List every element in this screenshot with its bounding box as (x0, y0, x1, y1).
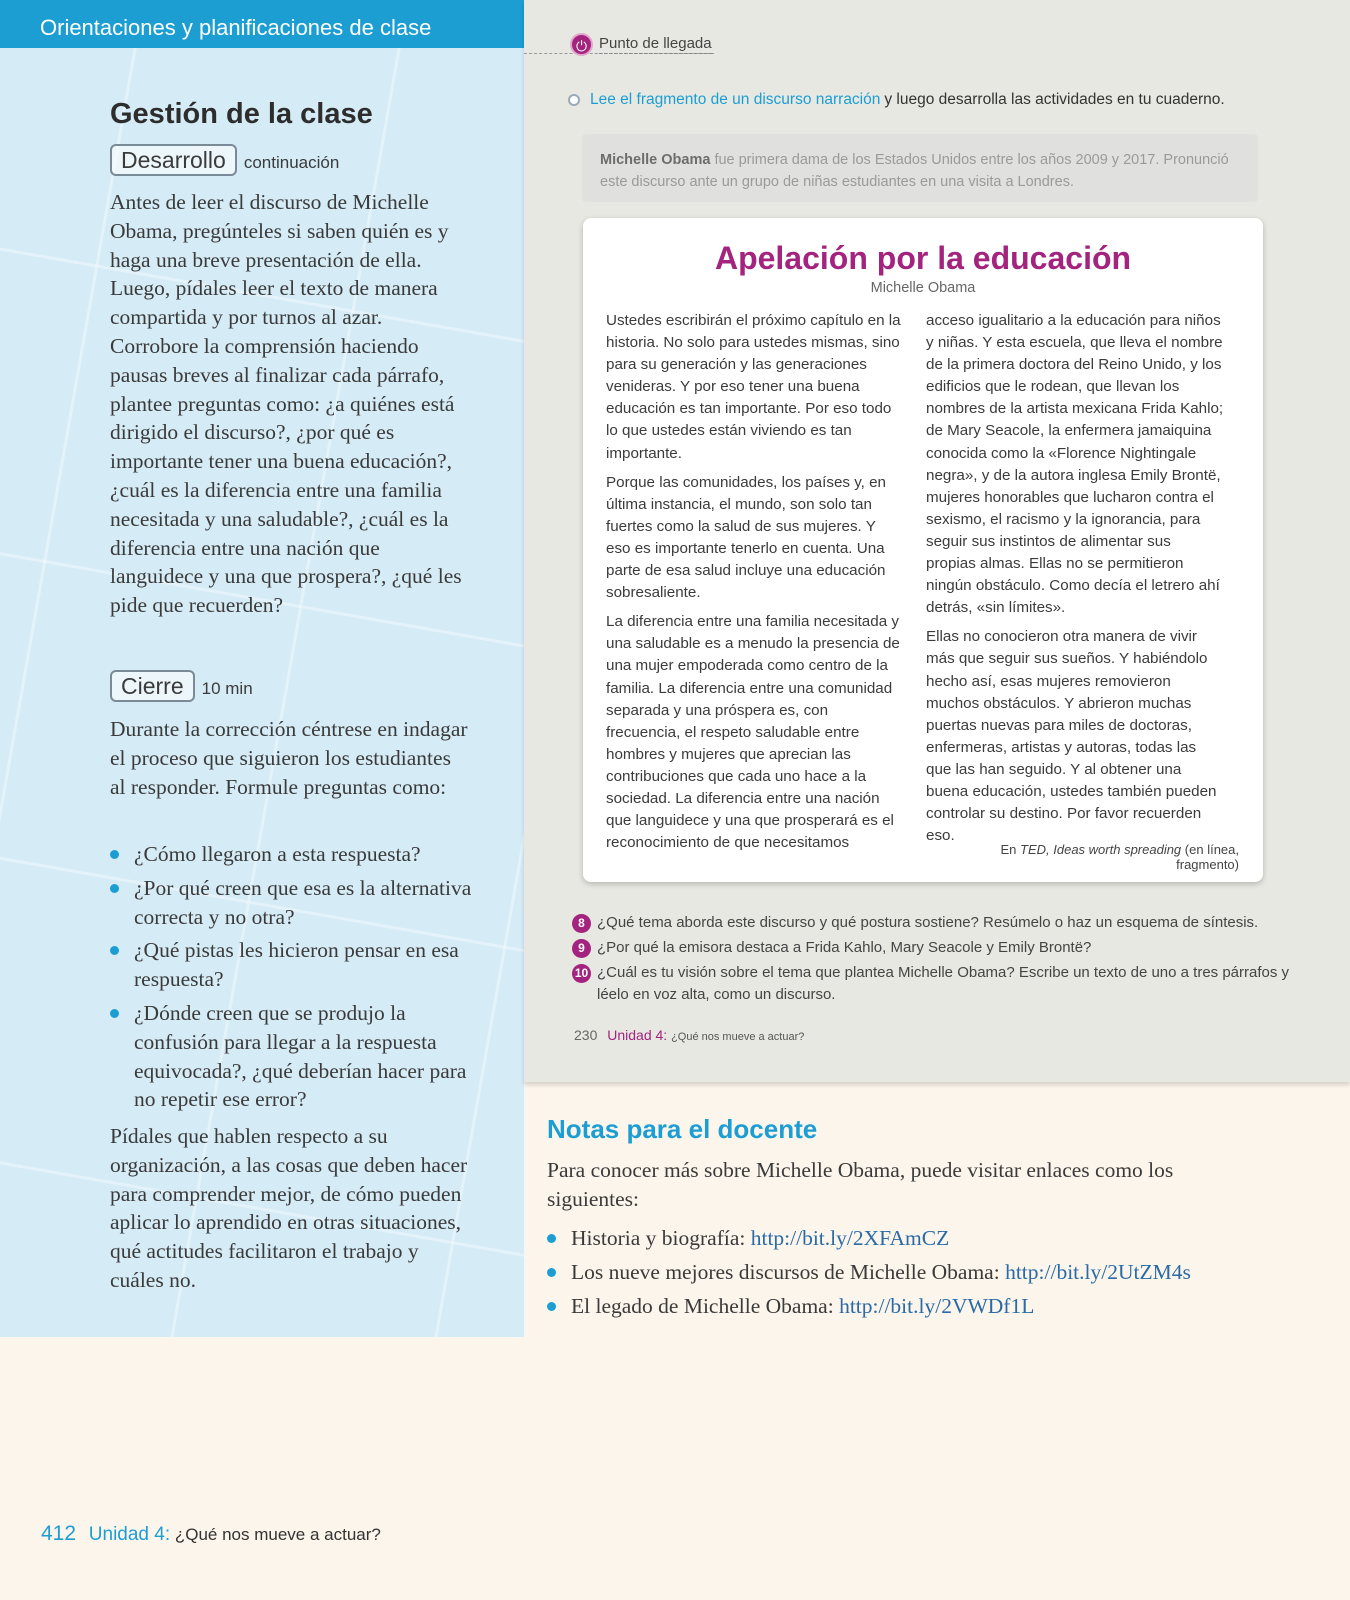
paragraph: Ustedes escribirán el próximo capítulo en la historia. No solo para ustedes mismas, sino para su generación y las generaciones venideras. Y por eso tener una buena educación es tan importante. Por eso todo lo que ustedes están viviendo es tan importante. (606, 312, 901, 462)
question-item: 9 ¿Por qué la emisora destaca a Frida Kahlo, Mary Seacole y Emily Brontë? (572, 937, 1292, 959)
book-unit-title: ¿Qué nos mueve a actuar? (671, 1031, 805, 1043)
bullet-icon (547, 1302, 556, 1311)
question-item: 8 ¿Qué tema aborda este discurso y qué postura sostiene? Resúmelo o haz un esquema de síntesis. (572, 912, 1292, 934)
list-item: Los nueve mejores discursos de Michelle Obama: http://bit.ly/2UtZM4s (547, 1258, 1247, 1287)
speech-column-2 (926, 310, 1224, 854)
speech-author: Michelle Obama (870, 280, 976, 296)
link[interactable]: http://bit.ly/2UtZM4s (1005, 1259, 1191, 1284)
intro-box (582, 134, 1258, 202)
speech-card (583, 218, 1263, 882)
book-page-number: 230 (574, 1027, 598, 1043)
cierre-heading (110, 670, 253, 702)
speech-column-1 (606, 310, 904, 861)
student-book-page (524, 0, 1350, 1082)
llegada-marker (570, 33, 712, 56)
book-unit: Unidad 4: (607, 1027, 668, 1043)
bullet-icon (110, 1009, 119, 1018)
unit-title: ¿Qué nos mueve a actuar? (174, 1525, 381, 1544)
notes-text: Para conocer más sobre Michelle Obama, puede visitar enlaces como los siguientes: (547, 1158, 1174, 1211)
bullet-icon (110, 946, 119, 955)
notes-title: Notas para el docente (547, 1114, 818, 1144)
desarrollo-note: continuación (243, 153, 340, 172)
question-number: 9 (572, 939, 591, 958)
paragraph: acceso igualitario a la educación para niños y niñas. Y esta escuela, que lleva el nombre de la primera doctora del Reino Unido, y los edificios que le rodean, que llevan los nombres de la artista mexicana Frida Kahlo; de Mary Seacole, la enfermera jamaiquina conocida como la «Florence Nightingale negra», y de la autora inglesa Emily Brontë, mujeres honorables que lucharon contra el sexismo, el racismo y la ignorancia, para seguir sus instintos de alimentar sus propias almas. Ellas no se permitieron ningún obstáculo. Como decía el letrero ahí detrás, «sin límites». (926, 312, 1224, 617)
desarrollo-label: Desarrollo (110, 144, 237, 176)
page-number: 412 (41, 1522, 77, 1545)
unit-label: Unidad 4: (88, 1524, 171, 1545)
section-title: Gestión de la clase (110, 98, 373, 130)
question-number: 10 (572, 964, 591, 983)
llegada-label: Punto de llegada (599, 35, 712, 52)
list-item: Historia y biografía: http://bit.ly/2XFAmCZ (547, 1224, 1247, 1253)
list-item: El legado de Michelle Obama: http://bit.ly/2VWDf1L (547, 1292, 1247, 1321)
activity-questions (572, 912, 1292, 1009)
paragraph: Porque las comunidades, los países y, en última instancia, el mundo, son solo tan fuertes como la salud de sus mujeres. Y eso es importante tenerlo en cuenta. Una parte de esa salud incluye una educación sobresaliente. (606, 473, 887, 602)
list-item: ¿Por qué creen que esa es la alternativa correcta y no otra? (110, 874, 480, 932)
cierre-time: 10 min (201, 679, 253, 698)
bullet-icon (547, 1234, 556, 1243)
paragraph: Ellas no conocieron otra manera de vivir más que seguir sus sueños. Y habiéndolo hecho así, esas mujeres removieron muchos obstáculos. Y abrieron muchas puertas nuevas para miles de doctoras, enfermeras, artistas y autoras, todas las que las han seguido. Y al obtener una buena educación, ustedes también pueden controlar su destino. Por favor recuerden eso. (926, 628, 1217, 845)
instruction-text: y luego desarrolla las actividades en tu cuaderno. (884, 91, 1225, 108)
left-panel (0, 0, 524, 1337)
links-list (547, 1224, 1247, 1325)
closing-text: Pídales que hablen respecto a su organización, a las cosas que deben hacer para comprender mejor, de cómo pueden aplicar lo aprendido en otras situaciones, qué actitudes facilitaron el trabajo y cuáles no. (110, 1124, 468, 1292)
link[interactable]: http://bit.ly/2VWDf1L (839, 1293, 1035, 1318)
section-banner: Orientaciones y planificaciones de clase (0, 0, 524, 48)
cierre-text: Durante la corrección céntrese en indagar el proceso que siguieron los estudiantes al responder. Formule preguntas como: (110, 717, 468, 799)
link[interactable]: http://bit.ly/2XFAmCZ (750, 1226, 950, 1250)
step-circle-icon (568, 94, 580, 106)
question-number: 8 (572, 914, 591, 933)
list-item: ¿Cómo llegaron a esta respuesta? (110, 840, 480, 869)
list-item: ¿Qué pistas les hicieron pensar en esa respuesta? (110, 936, 480, 994)
question-list (110, 840, 480, 1119)
list-item: ¿Dónde creen que se produjo la confusión para llegar a la respuesta equivocada?, ¿qué deberían hacer para no repetir ese error? (110, 999, 480, 1114)
bullet-icon (547, 1268, 556, 1277)
bullet-icon (110, 884, 119, 893)
paragraph: La diferencia entre una familia necesitada y una saludable es a menudo la presencia de una mujer empoderada como centro de la familia. La diferencia entre una comunidad separada y una próspera es, con frecuencia, el respeto saludable entre hombres y mujeres que aprecian las contribuciones que cada uno hace a la sociedad. La diferencia entre una nación que languidece y una que prosperará es el reconocimiento de que necesitamos (606, 613, 900, 852)
bullet-icon (110, 850, 119, 859)
intro-name: Michelle Obama (600, 152, 711, 168)
instruction (568, 91, 1225, 109)
desarrollo-heading (110, 144, 339, 176)
instruction-highlight: Lee el fragmento de un discurso narración (590, 91, 881, 108)
intro-text: fue primera dama de los Estados Unidos entre los años 2009 y 2017. Pronunció este discurso ante un grupo de niñas estudiantes en una visita a Londres. (600, 152, 1229, 190)
book-footer (574, 1027, 804, 1043)
source-citation: En TED, Ideas worth spreading (en línea, fragmento) (1000, 842, 1239, 872)
question-item: 10 ¿Cuál es tu visión sobre el tema que plantea Michelle Obama? Escribe un texto de uno a tres párrafos y léelo en voz alta, como un discurso. (572, 962, 1292, 1006)
cierre-label: Cierre (110, 670, 195, 702)
page-footer (41, 1522, 381, 1546)
power-icon: ⏻ (570, 33, 593, 56)
desarrollo-text: Antes de leer el discurso de Michelle Obama, pregúnteles si saben quién es y haga una breve presentación de ella. Luego, pídales leer el texto de manera compartida y por turnos al azar. Corrobore la comprensión haciendo pausas breves al finalizar cada párrafo, plantee preguntas como: ¿a quiénes está dirigido el discurso?, ¿por qué es importante tener una buena educación?, ¿cuál es la diferencia entre una familia necesitada y una saludable?, ¿cuál es la diferencia entre una nación que languidece y una que prospera?, ¿qué les pide que recuerden? (110, 190, 462, 618)
speech-title: Apelación por la educación (714, 240, 1132, 276)
